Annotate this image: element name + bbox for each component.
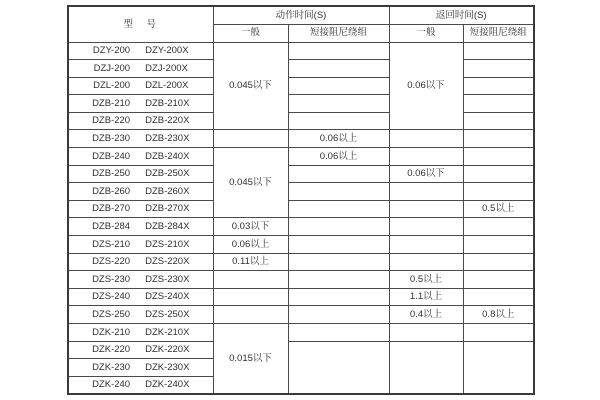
model-name: DZK-230 [92,361,131,373]
model-pair [69,187,213,197]
model-name-x: DZB-210X [145,97,190,109]
model-cell [68,253,213,271]
model-name-x: DZS-230X [145,273,190,285]
model-cell [68,95,213,113]
model-name: DZL-200 [93,80,131,92]
model-cell [68,183,213,201]
cell-action-damped [288,288,389,306]
model-name: DZS-250 [92,308,131,320]
cell-action-general: 0.045以下 [213,148,288,218]
model-name-x: DZB-230X [145,133,190,145]
cell-action-general [213,130,288,148]
cell-return-general: 0.5以上 [389,271,463,289]
model-cell [68,130,213,148]
model-cell [68,306,213,324]
model-pair [69,152,213,162]
cell-return-general [389,130,463,148]
cell-return-general: 0.4以上 [389,306,463,324]
model-name-x: DZB-270X [145,203,190,215]
model-name-x: DZL-200X [145,80,189,92]
table-row [68,341,534,359]
table-row [68,288,534,306]
cell-action-damped [288,271,389,289]
cell-action-damped [288,60,389,78]
model-pair [69,275,213,285]
column-group-action-time: 动作时间(S) [213,6,389,24]
model-name-x: DZS-240X [145,291,190,303]
cell-return-damped [463,218,534,236]
cell-action-damped [288,95,389,113]
cell-action-damped [288,112,389,130]
model-name-x: DZS-250X [145,308,190,320]
model-name: DZY-200 [92,45,131,57]
model-pair [69,64,213,74]
cell-action-general: 0.11以上 [213,253,288,271]
model-name-x: DZJ-200X [145,62,188,74]
model-name-x: DZS-210X [145,238,190,250]
cell-action-damped [288,253,389,271]
model-cell [68,112,213,130]
cell-return-damped: 0.5以上 [463,200,534,218]
table-row [68,324,534,342]
cell-action-damped [288,200,389,218]
model-pair [69,81,213,91]
model-name-x: DZK-240X [145,379,190,391]
model-name-x: DZS-220X [145,256,190,268]
model-pair [69,363,213,373]
model-cell [68,165,213,183]
cell-return-general: 0.06以下 [389,165,463,183]
cell-return-damped [463,324,534,342]
model-name: DZB-284 [92,220,131,232]
table-row [68,236,534,254]
cell-return-damped [463,253,534,271]
model-pair [69,310,213,320]
model-name: DZS-240 [92,291,131,303]
model-name-x: DZK-220X [145,344,190,356]
model-name: DZK-240 [92,379,131,391]
model-pair [69,99,213,109]
table-row [68,165,534,183]
column-header-action-general: 一般 [213,24,288,42]
model-pair [69,240,213,250]
column-header-return-damped-winding: 短接阻尼绕组 [463,24,534,42]
model-pair [69,345,213,355]
model-pair [69,292,213,302]
table-row [68,200,534,218]
cell-action-damped [288,183,389,201]
table-header [68,6,534,42]
model-cell [68,77,213,95]
cell-action-damped [288,341,389,394]
cell-return-general [389,253,463,271]
table-row [68,183,534,201]
model-cell [68,218,213,236]
table-row [68,130,534,148]
table-row [68,112,534,130]
cell-return-damped [463,95,534,113]
cell-return-damped [463,183,534,201]
cell-action-damped [288,236,389,254]
model-cell [68,376,213,394]
model-cell [68,200,213,218]
model-name: DZK-220 [92,344,131,356]
cell-return-general: 0.06以下 [389,42,463,130]
table-row [68,148,534,166]
table-row [68,218,534,236]
cell-return-general [389,341,463,394]
model-name-x: DZB-260X [145,185,190,197]
cell-return-damped [463,148,534,166]
model-pair [69,257,213,267]
table-row [68,77,534,95]
model-name: DZB-220 [92,115,131,127]
table-row [68,42,534,60]
model-name: DZK-210 [92,326,131,338]
relay-spec-table-wrap [67,5,535,395]
model-name-x: DZY-200X [145,45,189,57]
cell-return-damped [463,60,534,78]
table-row [68,271,534,289]
cell-return-damped [463,271,534,289]
cell-return-general: 1.1以上 [389,288,463,306]
column-header-return-general: 一般 [389,24,463,42]
cell-return-damped [463,42,534,60]
model-cell [68,324,213,342]
cell-return-general [389,218,463,236]
cell-return-damped [463,341,534,394]
model-pair [69,204,213,214]
model-pair [69,116,213,126]
model-name: DZS-210 [92,238,131,250]
cell-action-general: 0.03以下 [213,218,288,236]
column-header-model: 型 号 [68,6,213,42]
model-cell [68,271,213,289]
header-row-groups [68,6,534,24]
column-group-return-time: 返回时间(S) [389,6,534,24]
model-cell [68,359,213,377]
model-name: DZB-260 [92,185,131,197]
table-body [68,42,534,394]
model-name: DZB-270 [92,203,131,215]
cell-action-general [213,306,288,324]
model-name: DZB-250 [92,168,131,180]
cell-action-damped: 0.06以上 [288,148,389,166]
model-name-x: DZK-230X [145,361,190,373]
model-pair [69,380,213,390]
table-row [68,306,534,324]
model-cell [68,236,213,254]
model-name: DZS-220 [92,256,131,268]
cell-action-general: 0.045以下 [213,42,288,130]
cell-action-damped [288,165,389,183]
model-cell [68,148,213,166]
cell-action-damped [288,42,389,60]
model-cell [68,42,213,60]
model-name-x: DZK-210X [145,326,190,338]
cell-action-damped [288,218,389,236]
cell-action-damped [288,306,389,324]
model-name: DZS-230 [92,273,131,285]
model-name-x: DZB-220X [145,115,190,127]
cell-action-general [213,288,288,306]
cell-return-general [389,324,463,342]
cell-action-damped: 0.06以上 [288,130,389,148]
column-header-action-damped-winding: 短接阻尼绕组 [288,24,389,42]
model-pair [69,222,213,232]
cell-action-general: 0.06以上 [213,236,288,254]
model-name: DZJ-200 [93,62,131,74]
model-name-x: DZB-284X [145,220,190,232]
model-pair [69,46,213,56]
cell-return-general [389,148,463,166]
cell-return-damped [463,112,534,130]
model-pair [69,328,213,338]
model-cell [68,288,213,306]
model-name: DZB-210 [92,97,131,109]
cell-return-general [389,200,463,218]
table-row [68,253,534,271]
cell-return-damped [463,288,534,306]
model-name: DZB-240 [92,150,131,162]
cell-action-damped [288,324,389,342]
model-pair [69,169,213,179]
cell-return-damped [463,130,534,148]
cell-return-general [389,183,463,201]
cell-return-general [389,236,463,254]
cell-action-general: 0.015以下 [213,324,288,394]
table-row [68,60,534,78]
cell-return-damped [463,165,534,183]
cell-return-damped [463,77,534,95]
cell-action-general [213,271,288,289]
cell-action-damped [288,77,389,95]
cell-return-damped [463,236,534,254]
relay-spec-table [67,5,535,395]
model-cell [68,60,213,78]
model-name-x: DZB-240X [145,150,190,162]
model-pair [69,134,213,144]
cell-return-damped: 0.8以上 [463,306,534,324]
model-cell [68,341,213,359]
model-name-x: DZB-250X [145,168,190,180]
model-name: DZB-230 [92,133,131,145]
table-row [68,95,534,113]
